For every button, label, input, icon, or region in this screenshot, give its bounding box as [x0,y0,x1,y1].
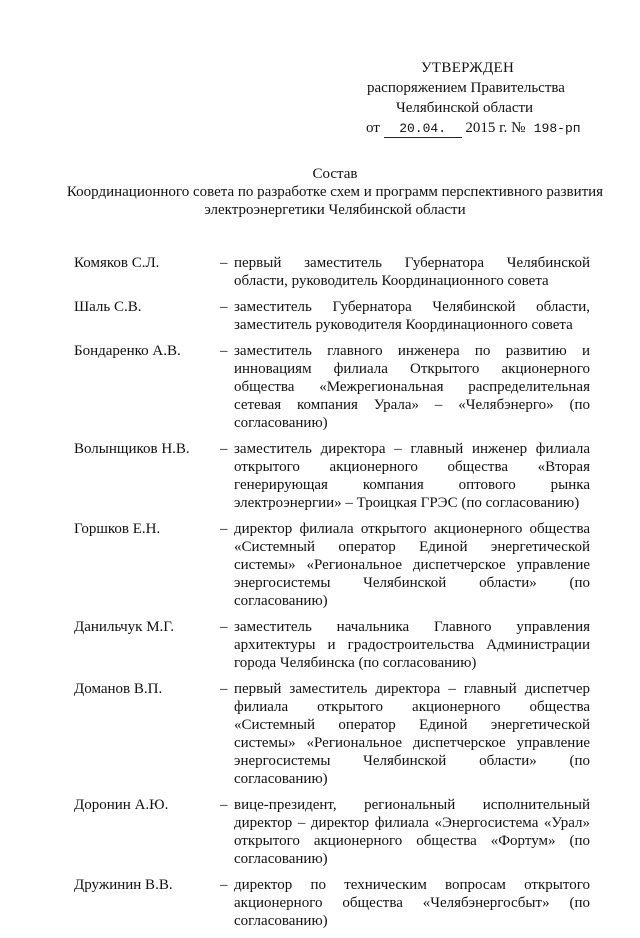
members-list [74,254,604,938]
approval-block [358,58,598,138]
member-row [74,680,604,788]
member-name: Доронин А.Ю. [74,797,169,813]
member-row [74,796,604,868]
member-role: первый заместитель директора – главный диспетчер филиала открытого акционерного общества «Системный оператор Единой энергетической системы» «Региональное диспетчерское управление энергосистемы Челябинской области» (по согласованию) [234,681,590,787]
member-name: Доманов В.П. [74,681,163,697]
member-role: заместитель главного инженера по развитию и инновациям филиала Открытого акционерного общества «Межрегиональная распределительная сетевая компания Урала» – «Челябэнерго» (по согласованию) [234,343,590,431]
member-name: Дружинин В.В. [74,877,173,893]
member-row [74,298,604,334]
approval-date-line [358,118,598,138]
member-row [74,876,604,930]
member-dash: – [220,877,228,893]
member-role: первый заместитель Губернатора Челябинской области, руководитель Координационного совета [234,255,590,289]
approval-line-1: распоряжением Правительства [367,80,565,96]
document-number: 198-рп [533,121,581,136]
document-heading [60,165,610,219]
member-role: директор по техническим вопросам открытого акционерного общества «Челябэнергосбыт» (по согласованию) [234,877,590,929]
member-row [74,440,604,512]
date-prefix: от [366,120,380,136]
member-dash: – [220,441,228,457]
date-value: 20.04. [384,121,462,138]
approval-line-2: Челябинской области [396,100,534,116]
member-role: вице-президент, региональный исполнительный директор – директор филиала «Энергосистема «Урал» открытого акционерного общества «Фортум» (по согласованию) [234,797,590,867]
member-dash: – [220,797,228,813]
member-name: Шаль С.В. [74,299,142,315]
member-name: Данильчук М.Г. [74,619,175,635]
member-dash: – [220,521,228,537]
member-dash: – [220,255,228,271]
member-name: Бондаренко А.В. [74,343,181,359]
member-name: Волынщиков Н.В. [74,441,190,457]
heading-title: Состав [312,166,358,182]
member-dash: – [220,681,228,697]
member-role: заместитель Губернатора Челябинской области, заместитель руководителя Координационного совета [234,299,590,333]
member-dash: – [220,343,228,359]
member-dash: – [220,619,228,635]
member-row [74,342,604,432]
member-row [74,254,604,290]
member-role: заместитель начальника Главного управления архитектуры и градостроительства Администрации города Челябинска (по согласованию) [234,619,590,671]
member-row [74,520,604,610]
member-row [74,618,604,672]
member-role: заместитель директора – главный инженер филиала открытого акционерного общества «Вторая генерирующая компания оптового рынка электроэнергии» – Троицкая ГРЭС (по согласованию) [234,441,590,511]
approval-title: УТВЕРЖДЕН [421,60,515,76]
heading-subtitle: Координационного совета по разработке схем и программ перспективного развития электроэнергетики Челябинской области [66,184,604,218]
member-role: директор филиала открытого акционерного общества «Системный оператор Единой энергетической системы» «Региональное диспетчерское управление энергосистемы Челябинской области» (по согласованию) [234,521,590,609]
year-text: 2015 г. № [465,120,526,136]
member-name: Комяков С.Л. [74,255,160,271]
member-dash: – [220,299,228,315]
member-name: Горшков Е.Н. [74,521,161,537]
